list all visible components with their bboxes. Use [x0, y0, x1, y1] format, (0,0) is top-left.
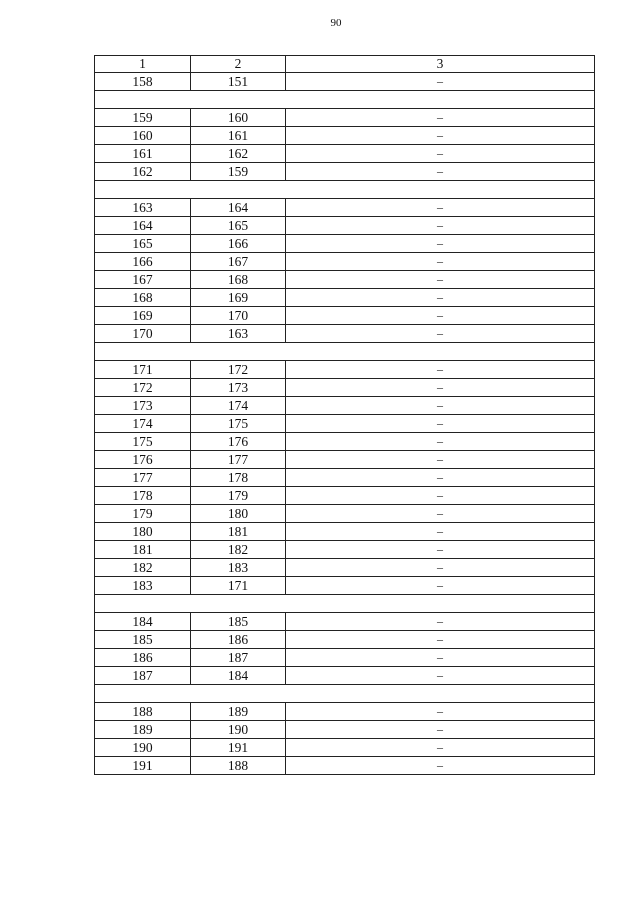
cell-col-2: 178	[191, 469, 286, 487]
cell-col-3: –	[286, 145, 595, 163]
cell-col-1: 164	[95, 217, 191, 235]
cell-col-3: –	[286, 451, 595, 469]
table-row	[95, 199, 595, 217]
cell-col-3: –	[286, 739, 595, 757]
cell-col-1: 161	[95, 145, 191, 163]
table-row	[95, 325, 595, 343]
table-row	[95, 541, 595, 559]
cell-col-3: –	[286, 361, 595, 379]
cell-col-1: 188	[95, 703, 191, 721]
cell-col-2: 179	[191, 487, 286, 505]
cell-col-3: –	[286, 613, 595, 631]
cell-col-1: 183	[95, 577, 191, 595]
cell-col-3: –	[286, 721, 595, 739]
cell-col-1: 170	[95, 325, 191, 343]
group-separator-cell	[95, 181, 595, 199]
cell-col-2: 190	[191, 721, 286, 739]
cell-col-3: –	[286, 289, 595, 307]
column-header-2: 2	[191, 56, 286, 73]
cell-col-1: 189	[95, 721, 191, 739]
cell-col-1: 167	[95, 271, 191, 289]
cell-col-1: 163	[95, 199, 191, 217]
cell-col-2: 176	[191, 433, 286, 451]
table-body	[95, 56, 595, 775]
cell-col-1: 171	[95, 361, 191, 379]
table-row	[95, 703, 595, 721]
table-row	[95, 757, 595, 775]
table-row	[95, 379, 595, 397]
cell-col-3: –	[286, 469, 595, 487]
cell-col-2: 167	[191, 253, 286, 271]
cell-col-3: –	[286, 541, 595, 559]
cell-col-2: 184	[191, 667, 286, 685]
cell-col-2: 168	[191, 271, 286, 289]
cell-col-1: 158	[95, 73, 191, 91]
cell-col-2: 183	[191, 559, 286, 577]
cell-col-2: 163	[191, 325, 286, 343]
table-row	[95, 559, 595, 577]
cell-col-2: 161	[191, 127, 286, 145]
table-row	[95, 721, 595, 739]
table-row	[95, 667, 595, 685]
cell-col-3: –	[286, 253, 595, 271]
group-separator-cell	[95, 91, 595, 109]
cell-col-1: 175	[95, 433, 191, 451]
table-row	[95, 739, 595, 757]
cell-col-3: –	[286, 199, 595, 217]
cell-col-2: 175	[191, 415, 286, 433]
cell-col-1: 181	[95, 541, 191, 559]
cell-col-2: 191	[191, 739, 286, 757]
cell-col-1: 174	[95, 415, 191, 433]
cell-col-3: –	[286, 505, 595, 523]
cell-col-3: –	[286, 649, 595, 667]
cell-col-3: –	[286, 523, 595, 541]
cell-col-2: 171	[191, 577, 286, 595]
cell-col-1: 191	[95, 757, 191, 775]
cell-col-2: 187	[191, 649, 286, 667]
table-row	[95, 397, 595, 415]
cell-col-1: 177	[95, 469, 191, 487]
cell-col-2: 181	[191, 523, 286, 541]
cell-col-3: –	[286, 415, 595, 433]
cell-col-3: –	[286, 703, 595, 721]
cell-col-3: –	[286, 559, 595, 577]
cell-col-1: 179	[95, 505, 191, 523]
group-separator-row	[95, 595, 595, 613]
cell-col-3: –	[286, 73, 595, 91]
table-row	[95, 415, 595, 433]
cell-col-2: 173	[191, 379, 286, 397]
table-row	[95, 433, 595, 451]
group-separator-row	[95, 181, 595, 199]
cell-col-3: –	[286, 631, 595, 649]
table-row	[95, 577, 595, 595]
cell-col-1: 184	[95, 613, 191, 631]
table-row	[95, 505, 595, 523]
cell-col-2: 182	[191, 541, 286, 559]
cell-col-1: 180	[95, 523, 191, 541]
cell-col-1: 187	[95, 667, 191, 685]
cell-col-3: –	[286, 235, 595, 253]
cell-col-3: –	[286, 163, 595, 181]
table-row	[95, 361, 595, 379]
cell-col-1: 162	[95, 163, 191, 181]
cell-col-2: 177	[191, 451, 286, 469]
table-row	[95, 469, 595, 487]
cell-col-2: 162	[191, 145, 286, 163]
table-row	[95, 127, 595, 145]
cell-col-3: –	[286, 379, 595, 397]
cell-col-1: 159	[95, 109, 191, 127]
table-header-row	[95, 56, 595, 73]
table-row	[95, 145, 595, 163]
cell-col-2: 185	[191, 613, 286, 631]
table-row	[95, 73, 595, 91]
table-row	[95, 307, 595, 325]
table-row	[95, 487, 595, 505]
cell-col-3: –	[286, 577, 595, 595]
cell-col-2: 159	[191, 163, 286, 181]
column-header-1: 1	[95, 56, 191, 73]
cell-col-2: 186	[191, 631, 286, 649]
cell-col-2: 188	[191, 757, 286, 775]
cell-col-2: 166	[191, 235, 286, 253]
cell-col-2: 160	[191, 109, 286, 127]
cell-col-3: –	[286, 127, 595, 145]
cell-col-3: –	[286, 109, 595, 127]
cell-col-1: 185	[95, 631, 191, 649]
cell-col-1: 178	[95, 487, 191, 505]
cell-col-1: 168	[95, 289, 191, 307]
table-row	[95, 163, 595, 181]
group-separator-row	[95, 685, 595, 703]
cell-col-3: –	[286, 325, 595, 343]
table-row	[95, 253, 595, 271]
group-separator-cell	[95, 595, 595, 613]
cell-col-2: 169	[191, 289, 286, 307]
cell-col-3: –	[286, 433, 595, 451]
cell-col-3: –	[286, 487, 595, 505]
cell-col-3: –	[286, 757, 595, 775]
cell-col-1: 186	[95, 649, 191, 667]
cell-col-1: 166	[95, 253, 191, 271]
cell-col-1: 176	[95, 451, 191, 469]
page-number: 90	[330, 17, 342, 29]
cell-col-1: 182	[95, 559, 191, 577]
cell-col-3: –	[286, 307, 595, 325]
cell-col-2: 189	[191, 703, 286, 721]
cell-col-2: 180	[191, 505, 286, 523]
table-row	[95, 271, 595, 289]
cell-col-2: 172	[191, 361, 286, 379]
cell-col-2: 164	[191, 199, 286, 217]
cell-col-1: 160	[95, 127, 191, 145]
table-row	[95, 649, 595, 667]
table-row	[95, 631, 595, 649]
group-separator-cell	[95, 685, 595, 703]
column-header-3: 3	[286, 56, 595, 73]
cell-col-2: 151	[191, 73, 286, 91]
table-row	[95, 289, 595, 307]
cell-col-2: 170	[191, 307, 286, 325]
data-table	[94, 55, 595, 775]
cell-col-3: –	[286, 667, 595, 685]
cell-col-3: –	[286, 217, 595, 235]
table-row	[95, 613, 595, 631]
cell-col-3: –	[286, 397, 595, 415]
cell-col-1: 172	[95, 379, 191, 397]
table-row	[95, 235, 595, 253]
cell-col-1: 169	[95, 307, 191, 325]
table-row	[95, 523, 595, 541]
table-row	[95, 109, 595, 127]
cell-col-3: –	[286, 271, 595, 289]
table-row	[95, 451, 595, 469]
group-separator-cell	[95, 343, 595, 361]
cell-col-1: 165	[95, 235, 191, 253]
group-separator-row	[95, 343, 595, 361]
cell-col-1: 173	[95, 397, 191, 415]
cell-col-2: 174	[191, 397, 286, 415]
cell-col-1: 190	[95, 739, 191, 757]
group-separator-row	[95, 91, 595, 109]
cell-col-2: 165	[191, 217, 286, 235]
table-row	[95, 217, 595, 235]
